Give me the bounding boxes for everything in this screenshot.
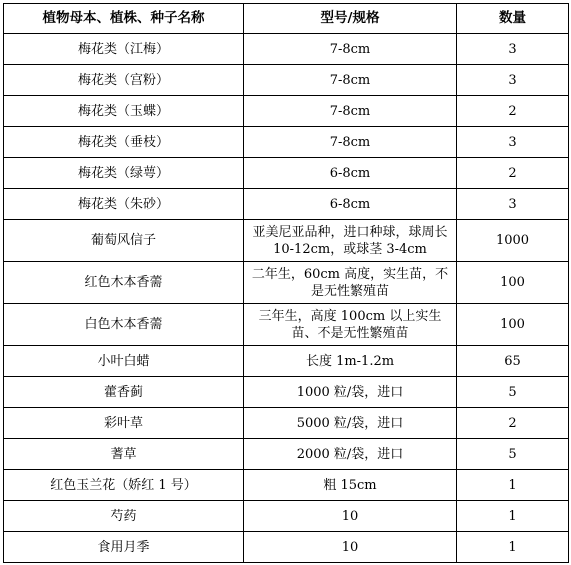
table-row xyxy=(4,189,569,220)
header-name: 植物母本、植株、种子名称 xyxy=(4,4,244,34)
table-row xyxy=(4,470,569,501)
cell-spec: 7-8cm xyxy=(244,65,457,96)
cell-quantity: 3 xyxy=(457,127,569,158)
table-row xyxy=(4,408,569,439)
table-row xyxy=(4,346,569,377)
cell-name: 梅花类（宫粉） xyxy=(4,65,244,96)
cell-name: 葡萄风信子 xyxy=(4,220,244,262)
cell-quantity: 1 xyxy=(457,501,569,532)
cell-name: 食用月季 xyxy=(4,532,244,563)
cell-quantity: 2 xyxy=(457,408,569,439)
cell-name: 彩叶草 xyxy=(4,408,244,439)
table-row xyxy=(4,532,569,563)
cell-spec: 5000 粒/袋，进口 xyxy=(244,408,457,439)
table-row xyxy=(4,377,569,408)
cell-name: 蓍草 xyxy=(4,439,244,470)
cell-quantity: 2 xyxy=(457,158,569,189)
header-spec: 型号/规格 xyxy=(244,4,457,34)
cell-spec: 7-8cm xyxy=(244,96,457,127)
cell-spec: 1000 粒/袋，进口 xyxy=(244,377,457,408)
table-row xyxy=(4,158,569,189)
table-row xyxy=(4,34,569,65)
cell-quantity: 1 xyxy=(457,532,569,563)
cell-name: 梅花类（垂枝） xyxy=(4,127,244,158)
header-row xyxy=(4,4,569,34)
cell-name: 梅花类（玉蝶） xyxy=(4,96,244,127)
cell-name: 红色木本香薷 xyxy=(4,262,244,304)
cell-spec: 二年生，60cm 高度，实生苗，不是无性繁殖苗 xyxy=(244,262,457,304)
cell-name: 小叶白蜡 xyxy=(4,346,244,377)
table-row xyxy=(4,439,569,470)
cell-name: 梅花类（朱砂） xyxy=(4,189,244,220)
table-row xyxy=(4,127,569,158)
cell-name: 梅花类（江梅） xyxy=(4,34,244,65)
cell-quantity: 5 xyxy=(457,377,569,408)
cell-spec: 亚美尼亚品种，进口种球，球周长 10-12cm，或球茎 3-4cm xyxy=(244,220,457,262)
cell-name: 白色木本香薷 xyxy=(4,304,244,346)
cell-quantity: 3 xyxy=(457,34,569,65)
table-row xyxy=(4,262,569,304)
cell-spec: 2000 粒/袋，进口 xyxy=(244,439,457,470)
cell-spec: 6-8cm xyxy=(244,158,457,189)
cell-spec: 10 xyxy=(244,532,457,563)
header-quantity: 数量 xyxy=(457,4,569,34)
cell-quantity: 100 xyxy=(457,262,569,304)
cell-quantity: 1 xyxy=(457,470,569,501)
table-row xyxy=(4,65,569,96)
cell-quantity: 3 xyxy=(457,65,569,96)
cell-spec: 粗 15cm xyxy=(244,470,457,501)
cell-quantity: 100 xyxy=(457,304,569,346)
cell-quantity: 1000 xyxy=(457,220,569,262)
cell-spec: 6-8cm xyxy=(244,189,457,220)
cell-quantity: 3 xyxy=(457,189,569,220)
cell-spec: 10 xyxy=(244,501,457,532)
cell-spec: 7-8cm xyxy=(244,34,457,65)
cell-name: 芍药 xyxy=(4,501,244,532)
plant-list-table xyxy=(3,3,569,563)
table-row xyxy=(4,304,569,346)
cell-name: 梅花类（绿萼） xyxy=(4,158,244,189)
cell-name: 红色玉兰花（娇红 1 号） xyxy=(4,470,244,501)
cell-spec: 三年生，高度 100cm 以上实生苗、不是无性繁殖苗 xyxy=(244,304,457,346)
table-row xyxy=(4,220,569,262)
cell-name: 藿香蓟 xyxy=(4,377,244,408)
cell-spec: 长度 1m-1.2m xyxy=(244,346,457,377)
cell-quantity: 2 xyxy=(457,96,569,127)
table-row xyxy=(4,501,569,532)
cell-quantity: 5 xyxy=(457,439,569,470)
cell-spec: 7-8cm xyxy=(244,127,457,158)
table-row xyxy=(4,96,569,127)
cell-quantity: 65 xyxy=(457,346,569,377)
